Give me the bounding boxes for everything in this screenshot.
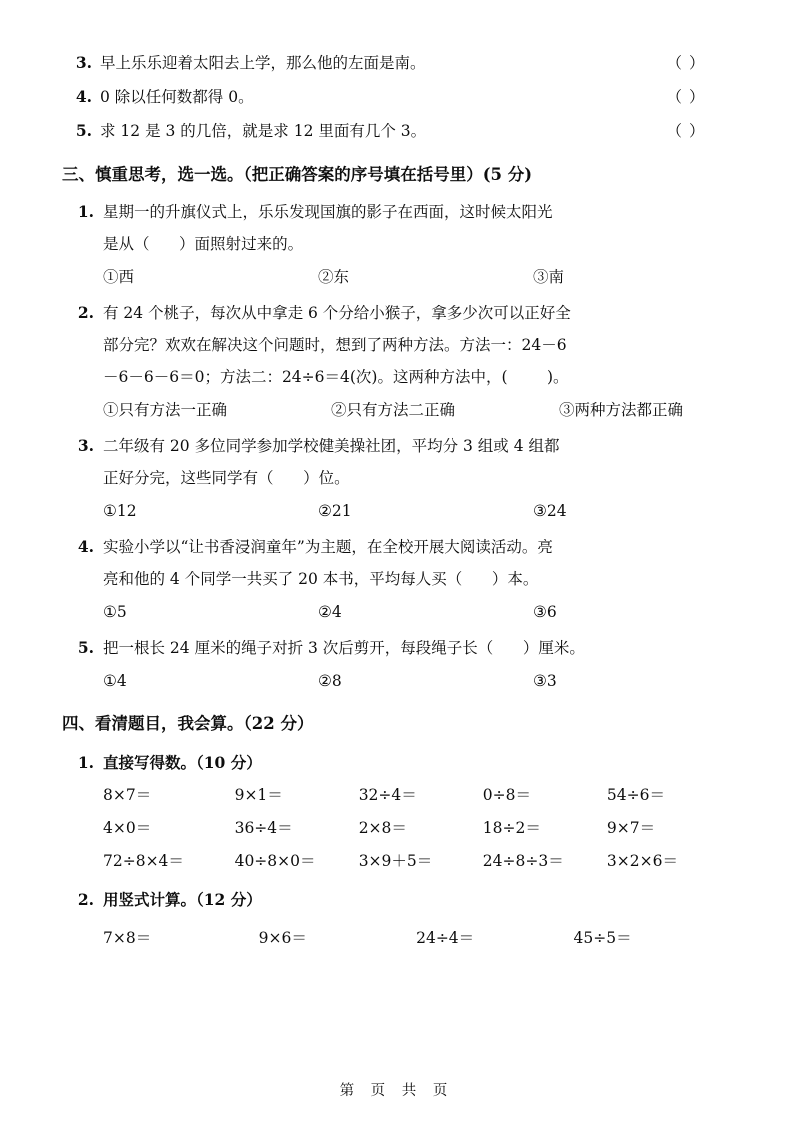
question-line: 实验小学以“让书香浸润童年”为主题，在全校开展大阅读活动。亮 <box>103 538 553 556</box>
question-body <box>103 430 731 527</box>
item-number: 4. <box>75 87 92 106</box>
calc-expression[interactable]: 8×7＝ <box>103 786 152 804</box>
section-three-heading: 三、慎重思考，选一选。（把正确答案的序号填在括号里）(5 分) <box>62 165 533 184</box>
calc-expression[interactable]: 3×9＋5＝ <box>358 852 433 870</box>
calc-expression[interactable]: 54÷6＝ <box>606 786 665 804</box>
option-3[interactable]: ③3 <box>533 672 557 690</box>
option-1[interactable]: ①4 <box>103 672 127 690</box>
item-number: 3. <box>75 53 92 72</box>
calc-expression[interactable]: 32÷4＝ <box>358 786 417 804</box>
item-text: 0 除以任何数都得 0。 <box>100 88 254 106</box>
truefalse-list <box>62 46 731 148</box>
choice-question-4 <box>62 531 731 628</box>
question-body <box>103 531 731 628</box>
answer-parentheses[interactable]: （ ） <box>666 54 706 72</box>
question-line[interactable]: 把一根长 24 厘米的绳子对折 3 次后剪开，每段绳子长（ ）厘米。 <box>103 639 585 657</box>
calc-expression[interactable]: 72÷8×4＝ <box>103 852 184 870</box>
question-line: 二年级有 20 多位同学参加学校健美操社团，平均分 3 组或 4 组都 <box>103 437 560 455</box>
subsection-title: 用竖式计算。（12 分） <box>103 890 262 909</box>
choice-question-2 <box>62 297 731 426</box>
calc-expression[interactable]: 24÷4＝ <box>416 929 475 947</box>
item-number: 4. <box>77 537 94 556</box>
option-1[interactable]: ①只有方法一正确 <box>103 401 228 419</box>
question-line: 星期一的升旗仪式上，乐乐发现国旗的影子在西面，这时候太阳光 <box>103 203 553 221</box>
calc-expression[interactable]: 7×8＝ <box>103 929 152 947</box>
calc-expression[interactable]: 40÷8×0＝ <box>234 852 316 870</box>
question-body <box>103 196 731 293</box>
option-list <box>103 394 731 426</box>
answer-parentheses[interactable]: （ ） <box>666 88 706 106</box>
truefalse-item <box>62 80 731 114</box>
question-line[interactable]: 正好分完，这些同学有（ ）位。 <box>103 469 350 487</box>
item-number: 1. <box>77 202 94 221</box>
item-number: 3. <box>77 436 94 455</box>
vertical-calc-row <box>62 922 731 955</box>
calc-expression[interactable]: 45÷5＝ <box>573 929 632 947</box>
option-2[interactable]: ②东 <box>318 268 350 286</box>
option-3[interactable]: ③6 <box>533 603 557 621</box>
calc-expression[interactable]: 36÷4＝ <box>234 819 293 837</box>
option-3[interactable]: ③24 <box>533 502 567 520</box>
option-2[interactable]: ②8 <box>318 672 342 690</box>
choice-question-3 <box>62 430 731 527</box>
option-3[interactable]: ③南 <box>533 268 565 286</box>
option-1[interactable]: ①西 <box>103 268 135 286</box>
calc-expression[interactable]: 3×2×6＝ <box>606 852 678 870</box>
item-number: 2. <box>77 890 94 909</box>
question-line: 有 24 个桃子，每次从中拿走 6 个分给小猴子，拿多少次可以正好全 <box>103 304 571 322</box>
question-body <box>103 632 731 697</box>
calc-expression[interactable]: 9×6＝ <box>258 929 307 947</box>
calc-row <box>62 779 731 812</box>
page-footer: 第 页 共 页 <box>339 1083 454 1099</box>
option-3[interactable]: ③两种方法都正确 <box>559 401 684 419</box>
option-2[interactable]: ②21 <box>318 502 352 520</box>
question-line[interactable]: －6－6－6＝0；方法二：24÷6＝4(次)。这两种方法中，( )。 <box>103 368 569 386</box>
question-line[interactable]: 是从（ ）面照射过来的。 <box>103 235 304 253</box>
calc-row <box>62 812 731 845</box>
subsection-1-header <box>62 747 731 779</box>
option-2[interactable]: ②只有方法二正确 <box>331 401 456 419</box>
item-text: 求 12 是 3 的几倍，就是求 12 里面有几个 3。 <box>100 122 427 140</box>
option-2[interactable]: ②4 <box>318 603 342 621</box>
calc-expression[interactable]: 9×7＝ <box>606 819 656 837</box>
option-1[interactable]: ①12 <box>103 502 137 520</box>
choice-question-1 <box>62 196 731 293</box>
question-line[interactable]: 亮和他的 4 个同学一共买了 20 本书，平均每人买（ ）本。 <box>103 570 539 588</box>
option-1[interactable]: ①5 <box>103 603 127 621</box>
option-list <box>103 261 731 293</box>
truefalse-item <box>62 114 731 148</box>
question-line: 部分完？欢欢在解决这个问题时，想到了两种方法。方法一：24－6 <box>103 336 567 354</box>
item-number: 5. <box>75 121 92 140</box>
calc-expression[interactable]: 0÷8＝ <box>482 786 532 804</box>
subsection-2-header <box>62 884 731 916</box>
item-number: 2. <box>77 303 94 322</box>
calc-expression[interactable]: 24÷8÷3＝ <box>482 852 564 870</box>
subsection-title: 直接写得数。（10 分） <box>103 753 262 772</box>
option-list <box>103 596 731 628</box>
item-number: 1. <box>77 753 94 772</box>
choice-question-5 <box>62 632 731 697</box>
answer-parentheses[interactable]: （ ） <box>666 122 706 140</box>
calc-expression[interactable]: 18÷2＝ <box>482 819 541 837</box>
calc-expression[interactable]: 2×8＝ <box>358 819 407 837</box>
calc-expression[interactable]: 9×1＝ <box>234 786 283 804</box>
item-text: 早上乐乐迎着太阳去上学，那么他的左面是南。 <box>100 54 426 72</box>
calc-expression[interactable]: 4×0＝ <box>103 819 152 837</box>
option-list <box>103 495 731 527</box>
option-list <box>103 665 731 697</box>
item-number: 5. <box>77 638 94 657</box>
question-body <box>103 297 731 426</box>
section-four-heading: 四、看清题目，我会算。（22 分） <box>62 714 314 733</box>
truefalse-item <box>62 46 731 80</box>
calc-row <box>62 845 731 878</box>
